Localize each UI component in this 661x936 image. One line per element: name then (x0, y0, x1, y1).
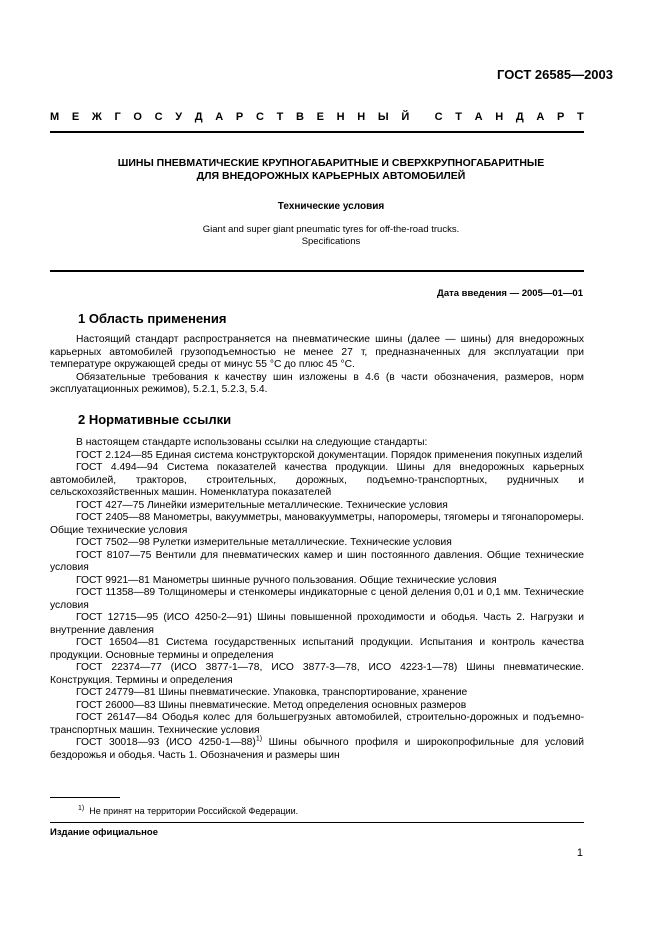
banner-letter: Т (455, 111, 462, 123)
banner-letter: Т (276, 111, 284, 123)
reference-item (50, 737, 584, 762)
reference-item: ГОСТ 427—75 Линейки измерительные металлические. Технические условия (76, 499, 448, 511)
reference-item: ГОСТ 12715—95 (ИСО 4250-2—91) Шины повышенной проходимости и ободья. Часть 2. Нагрузки и внутренние давления (50, 612, 584, 636)
reference-item: ГОСТ 11358—89 Толщиномеры и стенкомеры индикаторные с ценой деления 0,01 и 0,1 мм. Технические условия (50, 587, 584, 611)
banner-letter: Д (515, 111, 524, 123)
reference-item: ГОСТ 26147—84 Ободья колес для большегрузных автомобилей, строительно-дорожных и подъемно-транспортных машин. Технические условия (50, 712, 584, 736)
section-1-heading: 1 Область применения (78, 311, 227, 326)
reference-item: ГОСТ 9921—81 Манометры шинные ручного пользования. Общие технические условия (76, 574, 497, 586)
page-number: 1 (576, 847, 583, 859)
footnote-divider (50, 797, 120, 798)
banner-letter: В (295, 111, 304, 123)
title-divider (50, 270, 584, 272)
intro-date: Дата введения — 2005—01—01 (437, 288, 583, 299)
reference-item: ГОСТ 22374—77 (ИСО 3877-1—78, ИСО 3877-3—78, ИСО 4223-1—78) Шины пневматические. Конструкция. Термины и определения (50, 662, 584, 686)
section-1-paragraph: Обязательные требования к качеству шин изложены в 4.6 (в части обозначения, размеров, норм эксплуатационных режимов), 5.2.1, 5.2.3, 5.4. (50, 371, 584, 395)
banner-letter: Е (316, 111, 324, 123)
reference-item: ГОСТ 2.124—85 Единая система конструкторской документации. Порядок применения покупных изделий (76, 449, 583, 461)
banner-letter: С (255, 111, 264, 123)
banner-letter: А (474, 111, 483, 123)
footer-divider (50, 822, 584, 823)
footnote-mark: 1) (78, 805, 85, 812)
english-title (48, 224, 614, 248)
interstate-standard-banner (50, 111, 584, 123)
banner-letter: С (154, 111, 163, 123)
section-1-body (50, 334, 584, 397)
banner-letter: А (536, 111, 545, 123)
reference-item: ГОСТ 16504—81 Система государственных испытаний продукции. Испытания и контроль качества продукции. Основные термины и определения (50, 637, 584, 661)
section-2-heading: 2 Нормативные ссылки (78, 412, 232, 427)
title-line-2: ДЛЯ ВНЕДОРОЖНЫХ КАРЬЕРНЫХ АВТОМОБИЛЕЙ (196, 170, 466, 182)
section-2-body (50, 437, 584, 762)
reference-item: ГОСТ 24779—81 Шины пневматические. Упаковка, транспортирование, хранение (76, 687, 468, 698)
footnote-marker: 1) (255, 735, 263, 743)
reference-code: ГОСТ 30018—93 (ИСО 4250-1—88) (76, 737, 256, 748)
banner-letter: С (434, 111, 443, 123)
gost-code: ГОСТ 26585—2003 (497, 67, 613, 82)
english-title-line-2: Specifications (301, 236, 361, 247)
banner-letter: Е (71, 111, 80, 123)
banner-letter: Н (357, 111, 366, 123)
banner-letter: Й (401, 111, 410, 123)
banner-letter: О (133, 111, 142, 123)
banner-letter: Н (336, 111, 345, 123)
subtitle: Технические условия (277, 201, 385, 212)
reference-item: ГОСТ 26000—83 Шины пневматические. Метод определения основных размеров (76, 699, 467, 711)
banner-letter: Р (235, 111, 244, 123)
header-divider (50, 131, 584, 133)
banner-letter: Н (495, 111, 504, 123)
banner-letter: Т (577, 111, 584, 123)
footnote-text: Не принят на территории Российской Федерации. (89, 806, 299, 816)
footnote (78, 806, 298, 816)
banner-letter: А (215, 111, 224, 123)
reference-item: ГОСТ 2405—88 Манометры, вакуумметры, мановакуумметры, напоромеры, тягомеры и тягонапоромеры. Общие технические условия (50, 512, 584, 536)
reference-item: ГОСТ 4.494—94 Система показателей качества продукции. Шины для внедорожных карьерных автомобилей, тракторов, строительных, дорожных, подъемно-транспортных, рудничных и сельскохозяйственных машин. Номенклатура показателей (50, 462, 584, 498)
banner-letter: Г (114, 111, 121, 123)
official-edition-label: Издание официальное (50, 827, 158, 838)
english-title-line-1: Giant and super giant pneumatic tyres for off-the-road trucks. (202, 224, 460, 235)
banner-letter: Р (556, 111, 565, 123)
banner-letter: М (50, 111, 60, 123)
banner-letter: Д (194, 111, 203, 123)
reference-text: Шины обычного профиля и широкопрофильные для условий бездорожья и ободья. Часть 1. Обозначения и размеры шин (50, 737, 584, 761)
title-line-1: ШИНЫ ПНЕВМАТИЧЕСКИЕ КРУПНОГАБАРИТНЫЕ И СВЕРХКРУПНОГАБАРИТНЫЕ (117, 157, 545, 169)
document-title (48, 157, 614, 183)
reference-item: ГОСТ 8107—75 Вентили для пневматических камер и шин постоянного давления. Общие технические условия (50, 549, 584, 573)
section-1-paragraph: Настоящий стандарт распространяется на пневматические шины (далее — шины) для внедорожных карьерных автомобилей грузоподъемностью не менее 27 т, предназначенных для эксплуатации при температуре окружающей среды от минус 55 °С до плюс 45 °С. (50, 334, 584, 370)
section-2-intro: В настоящем стандарте использованы ссылки на следующие стандарты: (76, 437, 428, 448)
banner-letter: Ж (91, 111, 102, 123)
banner-letter: У (175, 111, 183, 123)
banner-letter: Ы (377, 111, 389, 123)
reference-item: ГОСТ 7502—98 Рулетки измерительные металлические. Технические условия (76, 537, 452, 548)
